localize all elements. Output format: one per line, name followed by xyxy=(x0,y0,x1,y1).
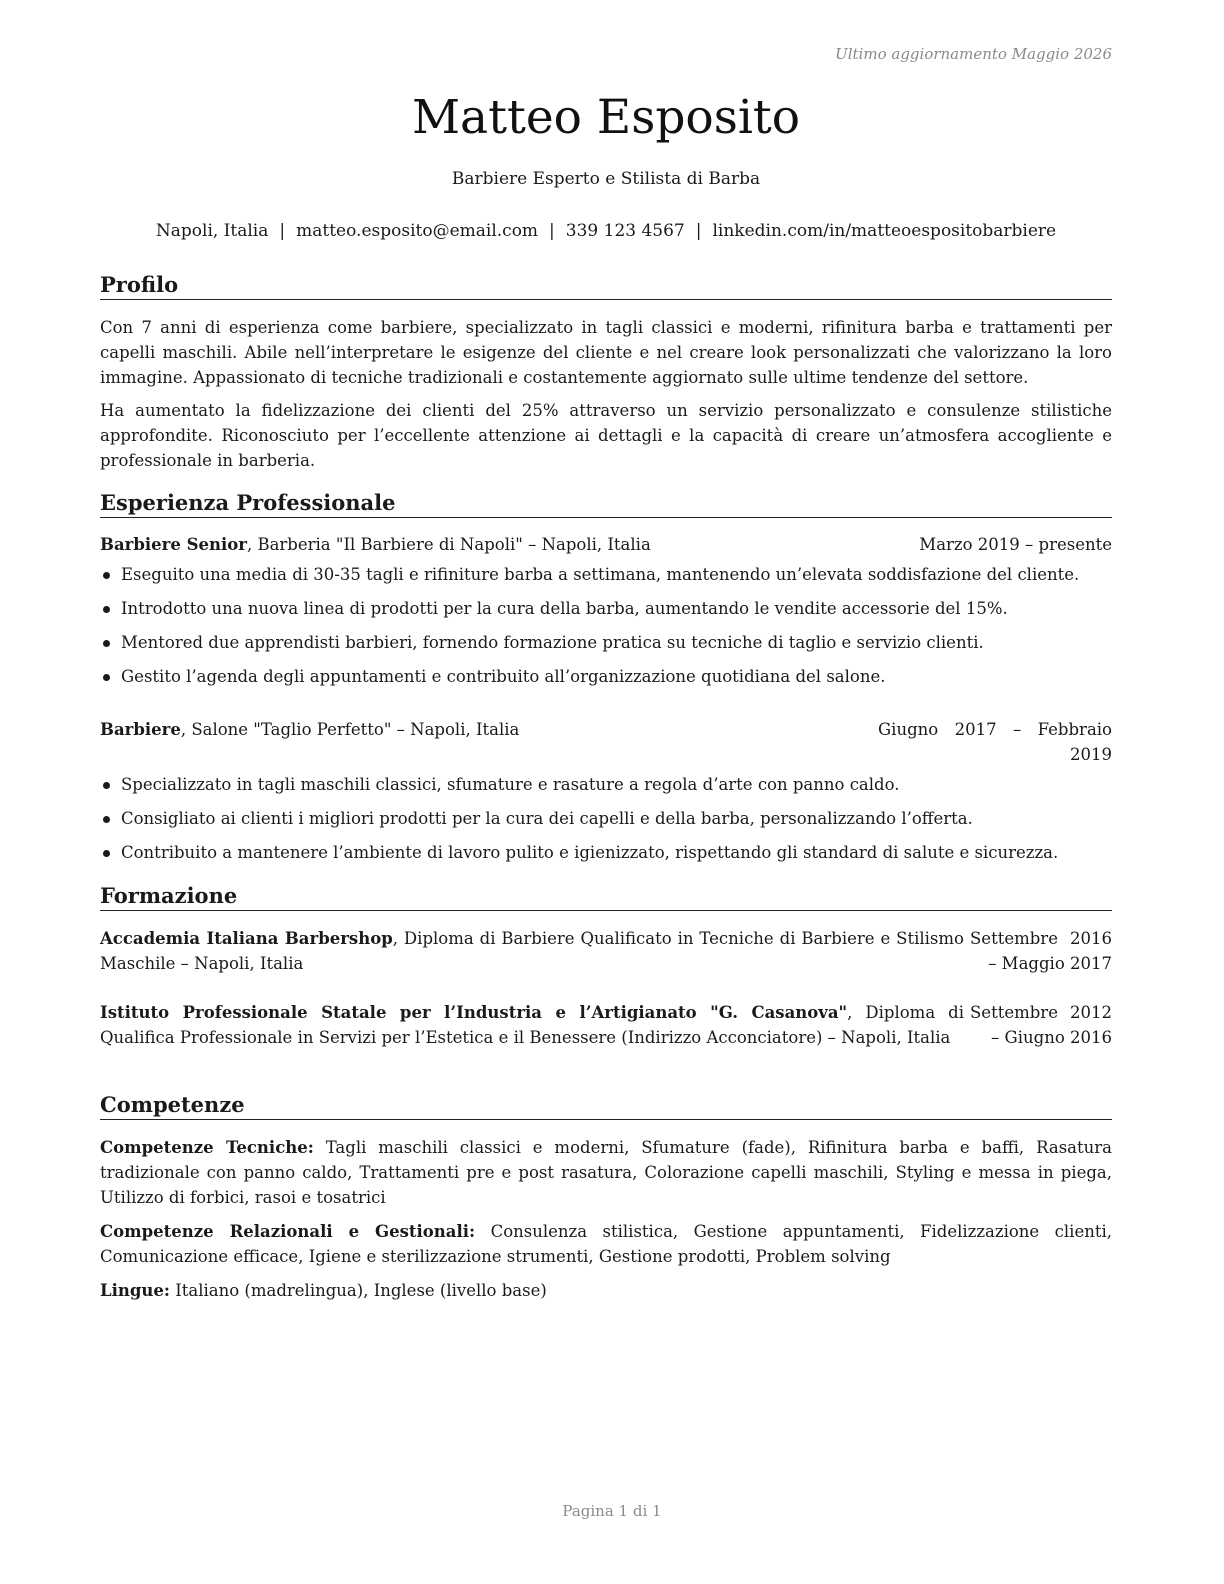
job-dates: Marzo 2019 – presente xyxy=(919,535,1112,554)
education-entry xyxy=(100,1000,1112,1050)
contact-line xyxy=(100,219,1112,243)
skill-group-label: Competenze Relazionali e Gestionali: xyxy=(100,1222,476,1241)
skill-group-text: Tagli maschili classici e moderni, Sfumature (fade), Rifinitura barba e baffi, Rasatura tradizionale con panno caldo, Trattamenti pre e post rasatura, Colorazione capelli maschili, Styling e messa in piega, Utilizzo di forbici, rasoi e tosatrici xyxy=(100,1138,1112,1207)
contact-phone[interactable]: 339 123 4567 xyxy=(565,221,685,241)
skill-group xyxy=(100,1219,1112,1269)
profile-section xyxy=(100,271,1112,473)
job-title-line xyxy=(100,532,919,557)
job-dates: Giugno 2017 – Febbraio 2019 xyxy=(878,720,1112,764)
education-section xyxy=(100,882,1112,1050)
list-item: Gestito l’agenda degli appuntamenti e contribuito all’organizzazione quotidiana del salone. xyxy=(100,664,1112,689)
job-title-line xyxy=(100,717,878,742)
page-number: Pagina 1 di 1 xyxy=(562,1502,662,1520)
contact-location: Napoli, Italia xyxy=(155,221,269,241)
section-heading-profile: Profilo xyxy=(100,271,1112,300)
section-heading-skills: Competenze xyxy=(100,1091,1112,1120)
school-name: Accademia Italiana Barbershop xyxy=(100,929,393,948)
contact-separator: | xyxy=(549,221,555,241)
skill-group xyxy=(100,1135,1112,1210)
skill-group-label: Competenze Tecniche: xyxy=(100,1138,314,1157)
school-name: Istituto Professionale Statale per l’Industria e l’Artigianato "G. Casanova" xyxy=(100,1003,848,1022)
section-heading-education: Formazione xyxy=(100,882,1112,911)
job-bullets xyxy=(100,562,1112,689)
profile-paragraph: Con 7 anni di esperienza come barbiere, specializzato in tagli classici e moderni, rifinitura barba e trattamenti per capelli maschili. Abile nell’interpretare le esigenze del cliente e nel creare look personalizzati che valorizzano la loro immagine. Appassionato di tecniche tradizionali e costantemente aggiornato sulle ultime tendenze del settore. xyxy=(100,318,1112,387)
job-header xyxy=(100,717,1112,767)
skill-group-text: Italiano (madrelingua), Inglese (livello base) xyxy=(170,1281,547,1300)
list-item: Introdotto una nuova linea di prodotti per la cura della barba, aumentando le vendite accessorie del 15%. xyxy=(100,596,1112,621)
list-item: Consigliato ai clienti i migliori prodotti per la cura dei capelli e della barba, personalizzando l’offerta. xyxy=(100,806,1112,831)
skill-group xyxy=(100,1278,1112,1303)
last-updated: Ultimo aggiornamento Maggio 2026 xyxy=(835,45,1112,63)
list-item: Contribuito a mantenere l’ambiente di lavoro pulito e igienizzato, rispettando gli standard di salute e sicurezza. xyxy=(100,840,1112,865)
job-header xyxy=(100,532,1112,557)
resume-page xyxy=(100,0,1112,1584)
job-employer: , Barberia "Il Barbiere di Napoli" – Napoli, Italia xyxy=(246,535,651,554)
skills-section xyxy=(100,1091,1112,1303)
education-title-line xyxy=(100,1000,970,1050)
education-title-line xyxy=(100,926,970,976)
job-bullets xyxy=(100,772,1112,865)
education-dates: Settembre 2016 – Maggio 2017 xyxy=(970,929,1112,973)
profile-paragraph: Ha aumentato la fidelizzazione dei clienti del 25% attraverso un servizio personalizzato e consulenze stilistiche approfondite. Riconosciuto per l’eccellente attenzione ai dettagli e la capacità di creare un’atmosfera accogliente e professionale in barberia. xyxy=(100,401,1112,470)
candidate-name: Matteo Esposito xyxy=(411,90,801,145)
education-entry xyxy=(100,926,1112,976)
job-employer: , Salone "Taglio Perfetto" – Napoli, Italia xyxy=(180,720,520,739)
contact-email[interactable]: matteo.esposito@email.com xyxy=(296,221,539,241)
education-detail: , Diploma di Barbiere Qualificato in Tecniche di Barbiere e Stilismo Maschile – Napoli, Italia xyxy=(100,929,964,973)
education-dates: Settembre 2012 – Giugno 2016 xyxy=(970,1003,1112,1047)
section-heading-experience: Esperienza Professionale xyxy=(100,489,1112,518)
experience-section xyxy=(100,489,1112,865)
contact-separator: | xyxy=(695,221,702,241)
skill-group-text: Consulenza stilistica, Gestione appuntamenti, Fidelizzazione clienti, Comunicazione efficace, Igiene e sterilizzazione strumenti, Gestione prodotti, Problem solving xyxy=(100,1222,1112,1266)
skill-group-label: Lingue: xyxy=(100,1281,170,1300)
list-item: Eseguito una media di 30-35 tagli e rifiniture barba a settimana, mantenendo un’elevata soddisfazione del cliente. xyxy=(100,562,1112,587)
education-detail: , Diploma di Qualifica Professionale in Servizi per l’Estetica e il Benessere (Indirizzo Acconciatore) – Napoli, Italia xyxy=(100,1003,964,1047)
list-item: Mentored due apprendisti barbieri, fornendo formazione pratica su tecniche di taglio e servizio clienti. xyxy=(100,630,1112,655)
job-role: Barbiere xyxy=(100,720,181,739)
contact-linkedin[interactable]: linkedin.com/in/matteoespositobarbiere xyxy=(712,221,1057,241)
job-role: Barbiere Senior xyxy=(100,535,247,554)
list-item: Specializzato in tagli maschili classici, sfumature e rasature a regola d’arte con panno caldo. xyxy=(100,772,1112,797)
contact-separator: | xyxy=(279,221,286,241)
candidate-title: Barbiere Esperto e Stilista di Barba xyxy=(451,169,761,189)
